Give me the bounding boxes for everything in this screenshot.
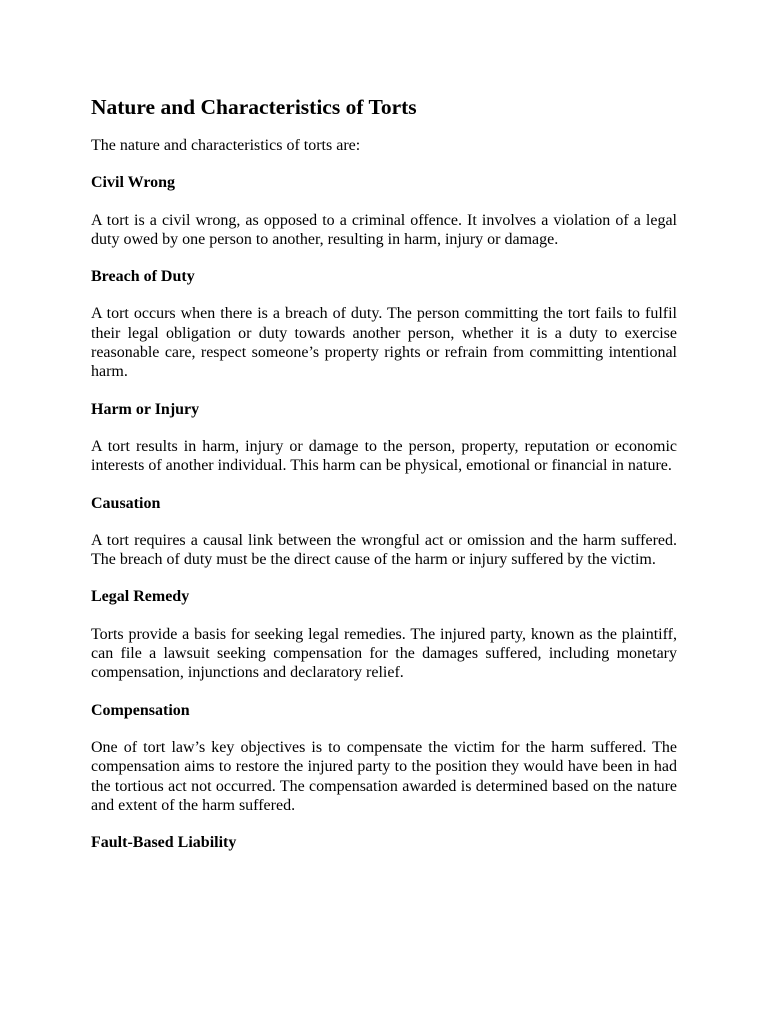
section-heading-fault-based-liability: Fault-Based Liability xyxy=(91,834,237,852)
section-heading-harm-or-injury: Harm or Injury xyxy=(91,400,200,418)
section-text-causation: A tort requires a causal link between the wrongful act or omission and the harm suffered. The breach of duty must be the direct cause of the harm or injury suffered by the victim. xyxy=(91,531,677,569)
section-text-civil-wrong: A tort is a civil wrong, as opposed to a criminal offence. It involves a violation of a legal duty owed by one person to another, resulting in harm, injury or damage. xyxy=(91,211,677,248)
section-text-breach-of-duty: A tort occurs when there is a breach of duty. The person committing the tort fails to fulfil their legal obligation or duty towards another person, whether it is a duty to exercise reasonable care, respect someone’s property rights or refrain from committing intentional harm. xyxy=(91,305,677,381)
section-heading-civil-wrong: Civil Wrong xyxy=(91,174,176,192)
section-heading-compensation: Compensation xyxy=(91,701,190,719)
section-heading-breach-of-duty: Breach of Duty xyxy=(91,268,195,286)
section-text-legal-remedy: Torts provide a basis for seeking legal remedies. The injured party, known as the plaintiff, can file a lawsuit seeking compensation for the damages suffered, including monetary compensation, injunctions and declaratory relief. xyxy=(91,625,677,682)
intro-paragraph: The nature and characteristics of torts are: xyxy=(91,137,361,154)
section-heading-causation: Causation xyxy=(91,494,161,512)
section-text-compensation: One of tort law’s key objectives is to compensate the victim for the harm suffered. The compensation aims to restore the injured party to the position they would have been in had the tortious act not occurred. The compensation awarded is determined based on the nature and extent of the harm suffered. xyxy=(91,738,677,814)
document-title: Nature and Characteristics of Torts xyxy=(91,95,417,119)
section-heading-legal-remedy: Legal Remedy xyxy=(91,588,190,606)
section-text-harm-or-injury: A tort results in harm, injury or damage to the person, property, reputation or economic interests of another individual. This harm can be physical, emotional or financial in nature. xyxy=(91,437,677,475)
document-page xyxy=(91,94,677,870)
